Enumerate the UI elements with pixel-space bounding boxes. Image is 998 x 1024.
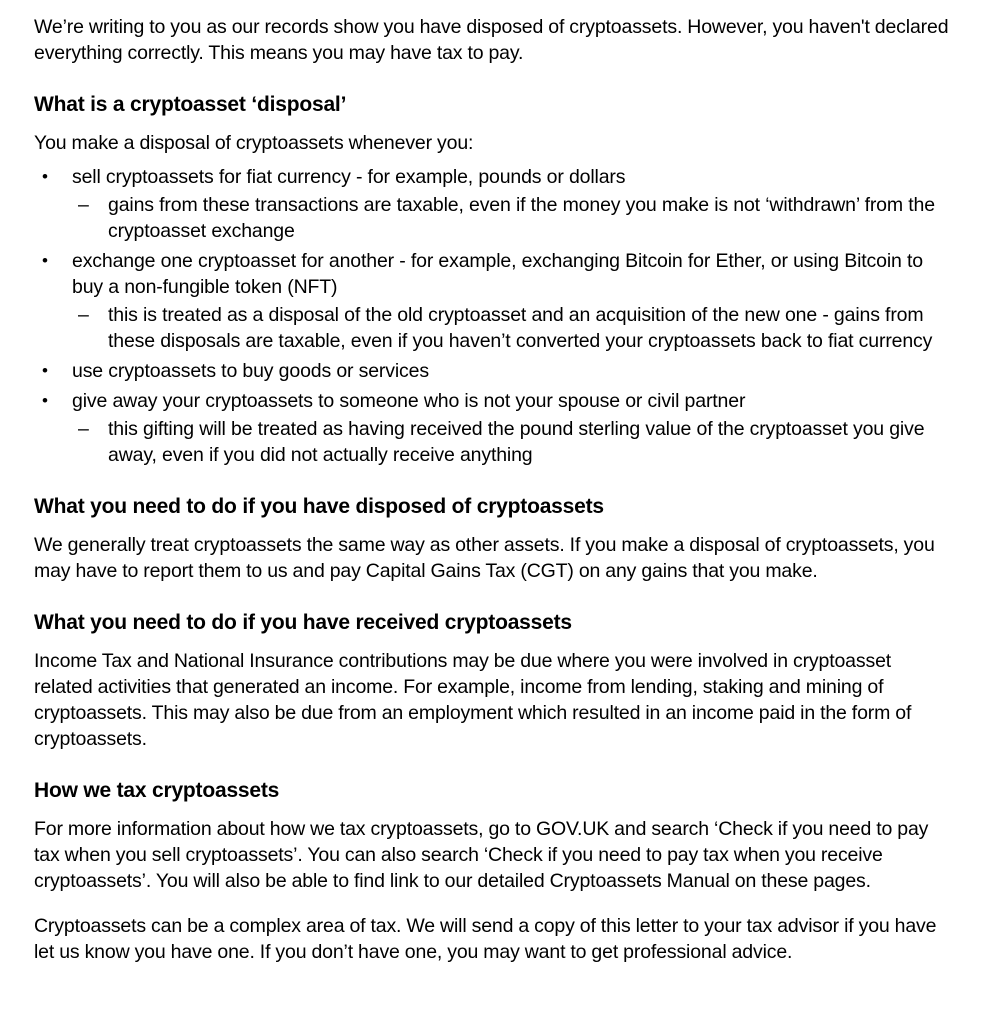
spacer	[34, 804, 952, 816]
bullet-marker: •	[42, 167, 48, 186]
sub-list-item	[72, 192, 952, 244]
section-heading-disposal: What is a cryptoasset ‘disposal’	[34, 93, 347, 116]
sub-list-item-text: gains from these transactions are taxable, even if the money you make is not ‘withdrawn’ from the cryptoasset exchange	[108, 194, 935, 242]
list-item	[34, 388, 952, 468]
dash-marker: –	[78, 304, 89, 326]
dash-marker: –	[78, 194, 89, 216]
disposal-bullet-list	[34, 164, 952, 468]
spacer	[34, 118, 952, 130]
bullet-marker: •	[42, 251, 48, 270]
disposed-paragraph: We generally treat cryptoassets the same way as other assets. If you make a disposal of cryptoassets, you may have to report them to us and pay Capital Gains Tax (CGT) on any gains that you make.	[34, 534, 935, 582]
spacer	[34, 636, 952, 648]
list-item-text: sell cryptoassets for fiat currency - for example, pounds or dollars	[72, 166, 626, 188]
spacer	[34, 520, 952, 532]
disposal-lead-in: You make a disposal of cryptoassets whenever you:	[34, 132, 474, 154]
bullet-marker: •	[42, 391, 48, 410]
spacer	[34, 584, 952, 610]
sub-list-item-text: this is treated as a disposal of the old cryptoasset and an acquisition of the new one - gains from these disposals are taxable, even if you haven’t converted your cryptoassets back to fiat currency	[108, 304, 933, 352]
list-item-text: exchange one cryptoasset for another - for example, exchanging Bitcoin for Ether, or using Bitcoin to buy a non-fungible token (NFT)	[72, 250, 923, 298]
spacer	[34, 470, 952, 494]
how-we-tax-paragraph-1: For more information about how we tax cryptoassets, go to GOV.UK and search ‘Check if you need to pay tax when you sell cryptoassets’. You can also search ‘Check if you need to pay tax when you receive cryptoassets’. You will also be able to find link to our detailed Cryptoassets Manual on these pages.	[34, 818, 929, 892]
section-heading-disposed: What you need to do if you have disposed of cryptoassets	[34, 495, 604, 518]
sub-bullet-list	[72, 416, 952, 468]
section-heading-how-we-tax: How we tax cryptoassets	[34, 779, 280, 802]
spacer	[34, 752, 952, 778]
list-item	[34, 358, 952, 384]
list-item-text: use cryptoassets to buy goods or services	[72, 360, 429, 382]
sub-list-item	[72, 416, 952, 468]
dash-marker: –	[78, 418, 89, 440]
list-item	[34, 164, 952, 244]
list-item-text: give away your cryptoassets to someone who is not your spouse or civil partner	[72, 390, 746, 412]
sub-list-item-text: this gifting will be treated as having received the pound sterling value of the cryptoasset you give away, even if you did not actually receive anything	[108, 418, 925, 466]
list-item	[34, 248, 952, 354]
intro-paragraph: We’re writing to you as our records show you have disposed of cryptoassets. However, you haven't declared everything correctly. This means you may have tax to pay.	[34, 16, 949, 64]
spacer	[34, 66, 952, 92]
received-paragraph: Income Tax and National Insurance contributions may be due where you were involved in cryptoasset related activities that generated an income. For example, income from lending, staking and mining of cryptoassets. This may also be due from an employment which resulted in an income paid in the form of cryptoassets.	[34, 650, 912, 750]
sub-bullet-list	[72, 192, 952, 244]
sub-list-item	[72, 302, 952, 354]
section-heading-received: What you need to do if you have received cryptoassets	[34, 611, 572, 634]
sub-bullet-list	[72, 302, 952, 354]
how-we-tax-paragraph-2: Cryptoassets can be a complex area of tax. We will send a copy of this letter to your tax advisor if you have let us know you have one. If you don’t have one, you may want to get professional advice.	[34, 915, 937, 963]
bullet-marker: •	[42, 361, 48, 380]
